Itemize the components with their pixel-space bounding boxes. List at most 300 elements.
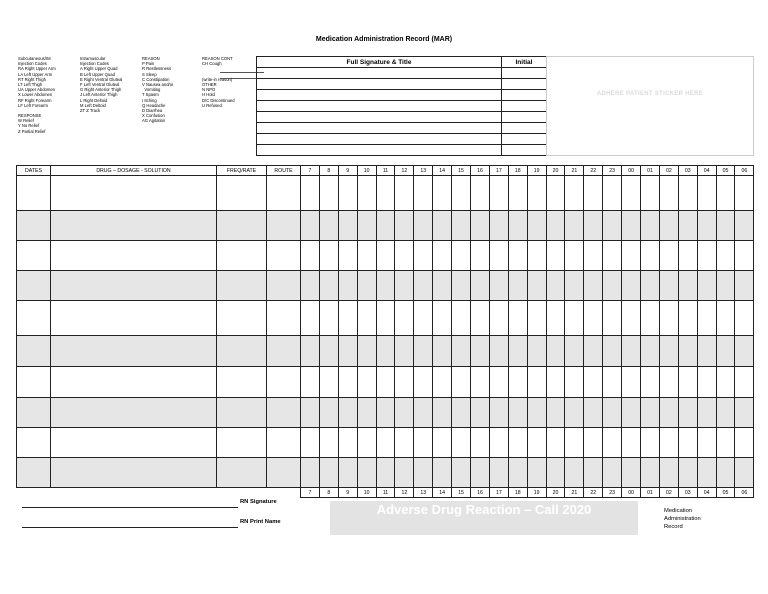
hour-cell[interactable]	[357, 241, 376, 271]
hour-cell[interactable]	[546, 336, 565, 367]
rn-signature-line[interactable]	[22, 507, 238, 508]
hour-cell[interactable]	[659, 211, 678, 241]
hour-cell[interactable]	[659, 336, 678, 367]
hour-cell[interactable]	[659, 458, 678, 488]
hour-cell[interactable]	[697, 301, 716, 336]
hour-cell[interactable]	[471, 398, 490, 428]
hour-cell[interactable]	[395, 241, 414, 271]
hour-cell[interactable]	[716, 458, 735, 488]
hour-cell[interactable]	[678, 367, 697, 398]
hour-cell[interactable]	[603, 241, 622, 271]
hour-cell[interactable]	[678, 458, 697, 488]
entry-cell[interactable]	[17, 176, 51, 211]
hour-cell[interactable]	[357, 176, 376, 211]
hour-cell[interactable]	[414, 428, 433, 458]
hour-cell[interactable]	[471, 336, 490, 367]
entry-cell[interactable]	[51, 211, 217, 241]
hour-cell[interactable]	[546, 301, 565, 336]
hour-cell[interactable]	[319, 367, 338, 398]
hour-cell[interactable]	[565, 176, 584, 211]
hour-cell[interactable]	[395, 428, 414, 458]
hour-cell[interactable]	[584, 211, 603, 241]
hour-cell[interactable]	[565, 336, 584, 367]
hour-cell[interactable]	[319, 428, 338, 458]
hour-cell[interactable]	[716, 336, 735, 367]
entry-cell[interactable]	[267, 398, 301, 428]
hour-cell[interactable]	[659, 428, 678, 458]
hour-cell[interactable]	[433, 271, 452, 301]
hour-cell[interactable]	[471, 211, 490, 241]
signature-cell[interactable]	[257, 123, 502, 134]
hour-cell[interactable]	[452, 301, 471, 336]
entry-cell[interactable]	[17, 367, 51, 398]
signature-cell[interactable]	[257, 134, 502, 145]
hour-cell[interactable]	[301, 176, 320, 211]
hour-cell[interactable]	[659, 241, 678, 271]
entry-cell[interactable]	[267, 211, 301, 241]
hour-cell[interactable]	[603, 367, 622, 398]
patient-sticker-area[interactable]	[546, 56, 754, 156]
entry-cell[interactable]	[51, 458, 217, 488]
entry-cell[interactable]	[217, 367, 267, 398]
entry-cell[interactable]	[51, 398, 217, 428]
hour-cell[interactable]	[452, 176, 471, 211]
initial-cell[interactable]	[502, 112, 547, 123]
hour-cell[interactable]	[641, 301, 660, 336]
hour-cell[interactable]	[508, 301, 527, 336]
hour-cell[interactable]	[376, 428, 395, 458]
hour-cell[interactable]	[489, 458, 508, 488]
hour-cell[interactable]	[452, 367, 471, 398]
hour-cell[interactable]	[433, 458, 452, 488]
hour-cell[interactable]	[735, 367, 754, 398]
hour-cell[interactable]	[433, 367, 452, 398]
hour-cell[interactable]	[452, 271, 471, 301]
hour-cell[interactable]	[301, 398, 320, 428]
hour-cell[interactable]	[603, 176, 622, 211]
hour-cell[interactable]	[584, 271, 603, 301]
hour-cell[interactable]	[584, 301, 603, 336]
hour-cell[interactable]	[357, 271, 376, 301]
hour-cell[interactable]	[395, 271, 414, 301]
hour-cell[interactable]	[414, 398, 433, 428]
hour-cell[interactable]	[641, 428, 660, 458]
hour-cell[interactable]	[301, 458, 320, 488]
hour-cell[interactable]	[622, 336, 641, 367]
initial-cell[interactable]	[502, 134, 547, 145]
hour-cell[interactable]	[641, 336, 660, 367]
hour-cell[interactable]	[527, 428, 546, 458]
hour-cell[interactable]	[301, 301, 320, 336]
hour-cell[interactable]	[716, 211, 735, 241]
hour-cell[interactable]	[565, 241, 584, 271]
hour-cell[interactable]	[659, 367, 678, 398]
hour-cell[interactable]	[546, 271, 565, 301]
hour-cell[interactable]	[508, 211, 527, 241]
hour-cell[interactable]	[603, 398, 622, 428]
entry-cell[interactable]	[217, 398, 267, 428]
hour-cell[interactable]	[622, 271, 641, 301]
hour-cell[interactable]	[622, 367, 641, 398]
entry-cell[interactable]	[267, 176, 301, 211]
entry-cell[interactable]	[17, 301, 51, 336]
entry-cell[interactable]	[17, 241, 51, 271]
entry-cell[interactable]	[267, 428, 301, 458]
hour-cell[interactable]	[319, 398, 338, 428]
entry-cell[interactable]	[217, 301, 267, 336]
hour-cell[interactable]	[659, 301, 678, 336]
hour-cell[interactable]	[716, 176, 735, 211]
hour-cell[interactable]	[641, 458, 660, 488]
entry-cell[interactable]	[217, 458, 267, 488]
hour-cell[interactable]	[376, 367, 395, 398]
hour-cell[interactable]	[735, 398, 754, 428]
entry-cell[interactable]	[267, 336, 301, 367]
signature-cell[interactable]	[257, 145, 502, 156]
hour-cell[interactable]	[433, 428, 452, 458]
hour-cell[interactable]	[319, 271, 338, 301]
hour-cell[interactable]	[641, 398, 660, 428]
hour-cell[interactable]	[357, 336, 376, 367]
hour-cell[interactable]	[357, 301, 376, 336]
hour-cell[interactable]	[565, 428, 584, 458]
hour-cell[interactable]	[735, 241, 754, 271]
hour-cell[interactable]	[659, 271, 678, 301]
hour-cell[interactable]	[301, 428, 320, 458]
hour-cell[interactable]	[301, 241, 320, 271]
hour-cell[interactable]	[414, 458, 433, 488]
entry-cell[interactable]	[51, 301, 217, 336]
hour-cell[interactable]	[697, 367, 716, 398]
entry-cell[interactable]	[267, 271, 301, 301]
hour-cell[interactable]	[678, 176, 697, 211]
hour-cell[interactable]	[735, 271, 754, 301]
hour-cell[interactable]	[338, 336, 357, 367]
hour-cell[interactable]	[546, 428, 565, 458]
entry-cell[interactable]	[17, 211, 51, 241]
hour-cell[interactable]	[433, 211, 452, 241]
hour-cell[interactable]	[338, 301, 357, 336]
hour-cell[interactable]	[376, 398, 395, 428]
signature-cell[interactable]	[257, 79, 502, 90]
hour-cell[interactable]	[433, 398, 452, 428]
hour-cell[interactable]	[678, 211, 697, 241]
hour-cell[interactable]	[716, 271, 735, 301]
initial-cell[interactable]	[502, 101, 547, 112]
hour-cell[interactable]	[319, 211, 338, 241]
entry-cell[interactable]	[217, 211, 267, 241]
hour-cell[interactable]	[414, 336, 433, 367]
hour-cell[interactable]	[659, 398, 678, 428]
hour-cell[interactable]	[376, 211, 395, 241]
hour-cell[interactable]	[697, 271, 716, 301]
hour-cell[interactable]	[489, 301, 508, 336]
hour-cell[interactable]	[622, 241, 641, 271]
hour-cell[interactable]	[301, 271, 320, 301]
hour-cell[interactable]	[622, 458, 641, 488]
entry-cell[interactable]	[51, 367, 217, 398]
hour-cell[interactable]	[546, 241, 565, 271]
entry-cell[interactable]	[217, 428, 267, 458]
entry-cell[interactable]	[267, 301, 301, 336]
hour-cell[interactable]	[489, 398, 508, 428]
hour-cell[interactable]	[508, 271, 527, 301]
hour-cell[interactable]	[357, 367, 376, 398]
hour-cell[interactable]	[697, 398, 716, 428]
hour-cell[interactable]	[452, 458, 471, 488]
hour-cell[interactable]	[433, 336, 452, 367]
hour-cell[interactable]	[395, 211, 414, 241]
hour-cell[interactable]	[641, 271, 660, 301]
entry-cell[interactable]	[51, 241, 217, 271]
hour-cell[interactable]	[697, 241, 716, 271]
hour-cell[interactable]	[433, 301, 452, 336]
hour-cell[interactable]	[678, 336, 697, 367]
hour-cell[interactable]	[603, 336, 622, 367]
hour-cell[interactable]	[546, 211, 565, 241]
hour-cell[interactable]	[452, 336, 471, 367]
hour-cell[interactable]	[584, 458, 603, 488]
hour-cell[interactable]	[527, 301, 546, 336]
hour-cell[interactable]	[697, 336, 716, 367]
hour-cell[interactable]	[395, 176, 414, 211]
hour-cell[interactable]	[716, 428, 735, 458]
hour-cell[interactable]	[697, 176, 716, 211]
hour-cell[interactable]	[603, 301, 622, 336]
hour-cell[interactable]	[357, 211, 376, 241]
hour-cell[interactable]	[716, 367, 735, 398]
hour-cell[interactable]	[319, 336, 338, 367]
hour-cell[interactable]	[471, 428, 490, 458]
hour-cell[interactable]	[565, 398, 584, 428]
hour-cell[interactable]	[338, 211, 357, 241]
hour-cell[interactable]	[603, 211, 622, 241]
hour-cell[interactable]	[697, 211, 716, 241]
signature-cell[interactable]	[257, 101, 502, 112]
hour-cell[interactable]	[659, 176, 678, 211]
hour-cell[interactable]	[678, 398, 697, 428]
hour-cell[interactable]	[508, 176, 527, 211]
hour-cell[interactable]	[716, 241, 735, 271]
hour-cell[interactable]	[678, 301, 697, 336]
entry-cell[interactable]	[217, 241, 267, 271]
hour-cell[interactable]	[376, 301, 395, 336]
hour-cell[interactable]	[471, 241, 490, 271]
hour-cell[interactable]	[697, 428, 716, 458]
entry-cell[interactable]	[17, 336, 51, 367]
entry-cell[interactable]	[267, 241, 301, 271]
hour-cell[interactable]	[319, 301, 338, 336]
hour-cell[interactable]	[527, 211, 546, 241]
hour-cell[interactable]	[641, 367, 660, 398]
hour-cell[interactable]	[546, 367, 565, 398]
hour-cell[interactable]	[527, 458, 546, 488]
hour-cell[interactable]	[603, 428, 622, 458]
hour-cell[interactable]	[433, 176, 452, 211]
hour-cell[interactable]	[565, 211, 584, 241]
hour-cell[interactable]	[452, 398, 471, 428]
signature-cell[interactable]	[257, 90, 502, 101]
hour-cell[interactable]	[641, 241, 660, 271]
hour-cell[interactable]	[735, 336, 754, 367]
hour-cell[interactable]	[546, 458, 565, 488]
hour-cell[interactable]	[527, 176, 546, 211]
hour-cell[interactable]	[395, 367, 414, 398]
hour-cell[interactable]	[678, 241, 697, 271]
hour-cell[interactable]	[376, 176, 395, 211]
initial-cell[interactable]	[502, 90, 547, 101]
hour-cell[interactable]	[565, 271, 584, 301]
hour-cell[interactable]	[735, 458, 754, 488]
hour-cell[interactable]	[433, 241, 452, 271]
hour-cell[interactable]	[716, 301, 735, 336]
hour-cell[interactable]	[395, 398, 414, 428]
hour-cell[interactable]	[508, 458, 527, 488]
hour-cell[interactable]	[735, 176, 754, 211]
entry-cell[interactable]	[17, 458, 51, 488]
hour-cell[interactable]	[622, 428, 641, 458]
hour-cell[interactable]	[301, 367, 320, 398]
hour-cell[interactable]	[508, 367, 527, 398]
entry-cell[interactable]	[217, 176, 267, 211]
hour-cell[interactable]	[376, 271, 395, 301]
hour-cell[interactable]	[414, 367, 433, 398]
entry-cell[interactable]	[217, 336, 267, 367]
hour-cell[interactable]	[319, 241, 338, 271]
hour-cell[interactable]	[584, 428, 603, 458]
initial-cell[interactable]	[502, 68, 547, 79]
hour-cell[interactable]	[565, 458, 584, 488]
hour-cell[interactable]	[357, 398, 376, 428]
hour-cell[interactable]	[622, 176, 641, 211]
hour-cell[interactable]	[641, 211, 660, 241]
hour-cell[interactable]	[584, 367, 603, 398]
hour-cell[interactable]	[546, 398, 565, 428]
hour-cell[interactable]	[603, 271, 622, 301]
hour-cell[interactable]	[414, 301, 433, 336]
hour-cell[interactable]	[471, 458, 490, 488]
hour-cell[interactable]	[414, 176, 433, 211]
hour-cell[interactable]	[565, 367, 584, 398]
hour-cell[interactable]	[357, 458, 376, 488]
hour-cell[interactable]	[527, 271, 546, 301]
entry-cell[interactable]	[267, 367, 301, 398]
initial-cell[interactable]	[502, 123, 547, 134]
hour-cell[interactable]	[489, 428, 508, 458]
hour-cell[interactable]	[376, 336, 395, 367]
hour-cell[interactable]	[527, 241, 546, 271]
hour-cell[interactable]	[622, 301, 641, 336]
rn-print-name-line[interactable]	[22, 527, 238, 528]
hour-cell[interactable]	[508, 428, 527, 458]
entry-cell[interactable]	[51, 428, 217, 458]
hour-cell[interactable]	[603, 458, 622, 488]
hour-cell[interactable]	[622, 398, 641, 428]
hour-cell[interactable]	[584, 176, 603, 211]
hour-cell[interactable]	[414, 211, 433, 241]
entry-cell[interactable]	[51, 271, 217, 301]
entry-cell[interactable]	[17, 271, 51, 301]
hour-cell[interactable]	[489, 336, 508, 367]
hour-cell[interactable]	[471, 301, 490, 336]
hour-cell[interactable]	[338, 458, 357, 488]
hour-cell[interactable]	[319, 176, 338, 211]
hour-cell[interactable]	[414, 241, 433, 271]
hour-cell[interactable]	[716, 398, 735, 428]
hour-cell[interactable]	[622, 211, 641, 241]
hour-cell[interactable]	[414, 271, 433, 301]
hour-cell[interactable]	[508, 241, 527, 271]
entry-cell[interactable]	[217, 271, 267, 301]
entry-cell[interactable]	[17, 398, 51, 428]
hour-cell[interactable]	[584, 241, 603, 271]
hour-cell[interactable]	[678, 271, 697, 301]
hour-cell[interactable]	[376, 458, 395, 488]
hour-cell[interactable]	[527, 398, 546, 428]
signature-cell[interactable]	[257, 112, 502, 123]
hour-cell[interactable]	[357, 428, 376, 458]
hour-cell[interactable]	[527, 336, 546, 367]
hour-cell[interactable]	[735, 301, 754, 336]
hour-cell[interactable]	[452, 211, 471, 241]
hour-cell[interactable]	[395, 301, 414, 336]
hour-cell[interactable]	[489, 176, 508, 211]
hour-cell[interactable]	[546, 176, 565, 211]
hour-cell[interactable]	[452, 428, 471, 458]
hour-cell[interactable]	[489, 211, 508, 241]
initial-cell[interactable]	[502, 145, 547, 156]
hour-cell[interactable]	[489, 367, 508, 398]
entry-cell[interactable]	[17, 428, 51, 458]
hour-cell[interactable]	[471, 367, 490, 398]
hour-cell[interactable]	[395, 336, 414, 367]
entry-cell[interactable]	[267, 458, 301, 488]
hour-cell[interactable]	[301, 211, 320, 241]
hour-cell[interactable]	[338, 367, 357, 398]
hour-cell[interactable]	[452, 241, 471, 271]
hour-cell[interactable]	[697, 458, 716, 488]
hour-cell[interactable]	[489, 241, 508, 271]
hour-cell[interactable]	[471, 271, 490, 301]
entry-cell[interactable]	[51, 176, 217, 211]
hour-cell[interactable]	[508, 336, 527, 367]
hour-cell[interactable]	[527, 367, 546, 398]
hour-cell[interactable]	[584, 336, 603, 367]
hour-cell[interactable]	[584, 398, 603, 428]
hour-cell[interactable]	[338, 271, 357, 301]
hour-cell[interactable]	[376, 241, 395, 271]
hour-cell[interactable]	[338, 241, 357, 271]
initial-cell[interactable]	[502, 79, 547, 90]
hour-cell[interactable]	[338, 428, 357, 458]
hour-cell[interactable]	[319, 458, 338, 488]
hour-cell[interactable]	[641, 176, 660, 211]
hour-cell[interactable]	[395, 458, 414, 488]
hour-cell[interactable]	[301, 336, 320, 367]
hour-cell[interactable]	[735, 428, 754, 458]
hour-cell[interactable]	[508, 398, 527, 428]
hour-cell[interactable]	[338, 398, 357, 428]
signature-cell[interactable]	[257, 68, 502, 79]
entry-cell[interactable]	[51, 336, 217, 367]
hour-cell[interactable]	[489, 271, 508, 301]
hour-cell[interactable]	[471, 176, 490, 211]
hour-cell[interactable]	[735, 211, 754, 241]
hour-cell[interactable]	[338, 176, 357, 211]
hour-cell[interactable]	[678, 428, 697, 458]
hour-cell[interactable]	[565, 301, 584, 336]
hour-header: 19	[527, 166, 546, 176]
